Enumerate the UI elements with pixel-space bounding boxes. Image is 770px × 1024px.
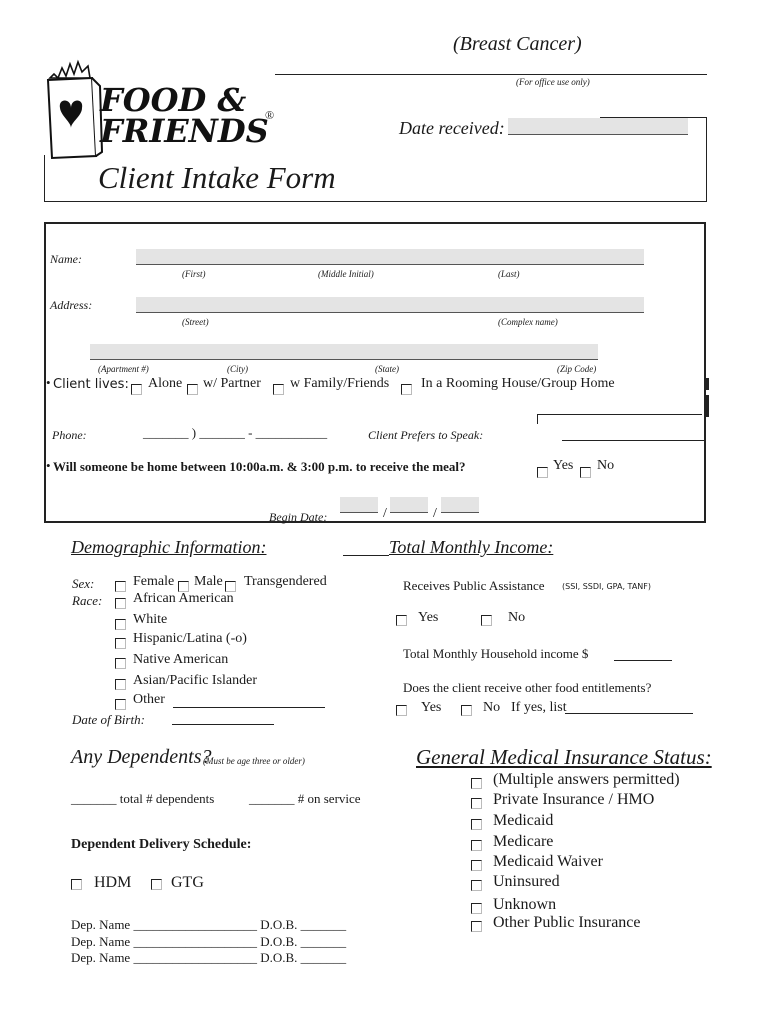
name-field[interactable]	[136, 249, 644, 265]
entitlements-yes-checkbox[interactable]	[396, 705, 407, 716]
header-frame-right	[706, 117, 707, 201]
gtg-checkbox[interactable]	[151, 879, 162, 890]
sex-female-checkbox[interactable]	[115, 581, 126, 592]
city-caption: (City)	[227, 364, 248, 374]
insurance-private-label: Private Insurance / HMO	[493, 791, 655, 808]
demographic-title: Demographic Information:	[71, 537, 267, 557]
dependent-row[interactable]: Dep. Name ___________________ D.O.B. _______	[71, 934, 347, 949]
speak-label: Client Prefers to Speak:	[368, 428, 484, 442]
sex-label: Sex:	[72, 576, 95, 591]
insurance-unknown-label: Unknown	[493, 896, 557, 913]
insurance-unknown-checkbox[interactable]	[471, 903, 482, 914]
insurance-other-public-label: Other Public Insurance	[493, 914, 641, 931]
household-income-field[interactable]	[614, 660, 672, 661]
race-white-label: White	[133, 612, 168, 627]
insurance-title: General Medical Insurance Status:	[416, 745, 712, 769]
schedule-title: Dependent Delivery Schedule:	[71, 837, 252, 852]
begin-day-field[interactable]	[390, 497, 428, 513]
bullet-icon-2: •	[46, 458, 51, 473]
total-dependents-field[interactable]: _______ total # dependents	[71, 791, 215, 806]
race-asian-pacific-checkbox[interactable]	[115, 679, 126, 690]
dependent-row[interactable]: Dep. Name ___________________ D.O.B. _______	[71, 950, 347, 965]
date-received-label: Date received:	[399, 118, 505, 138]
insurance-other-public-checkbox[interactable]	[471, 921, 482, 932]
entitlements-no-checkbox[interactable]	[461, 705, 472, 716]
race-other-label: Other	[133, 692, 165, 707]
assistance-types: (SSI, SSDI, GPA, TANF)	[562, 582, 651, 591]
address-label: Address:	[50, 298, 93, 312]
office-use-note: (For office use only)	[516, 77, 590, 87]
race-hispanic-label: Hispanic/Latina (-o)	[133, 631, 247, 646]
date-received-field[interactable]	[508, 118, 688, 135]
apartment-caption: (Apartment #)	[98, 364, 149, 374]
insurance-medicaid-label: Medicaid	[493, 812, 554, 829]
race-label: Race:	[72, 593, 103, 608]
form-subtitle: (Breast Cancer)	[453, 33, 582, 55]
on-service-field[interactable]: _______ # on service	[249, 791, 361, 806]
name-first-caption: (First)	[182, 269, 206, 279]
name-label: Name:	[50, 252, 82, 266]
sex-female-label: Female	[133, 574, 175, 589]
insurance-uninsured-checkbox[interactable]	[471, 880, 482, 891]
street-field[interactable]	[136, 297, 644, 313]
lives-partner-checkbox[interactable]	[187, 384, 198, 395]
office-use-rule	[275, 74, 707, 75]
lives-family-checkbox[interactable]	[273, 384, 284, 395]
insurance-multiple-label: (Multiple answers permitted)	[493, 771, 680, 788]
speak-field[interactable]	[562, 440, 705, 441]
entitlements-no-label: No	[483, 700, 501, 715]
dob-label: Date of Birth:	[72, 712, 145, 727]
lives-group-home-label: In a Rooming House/Group Home	[421, 376, 615, 391]
begin-date-label: Begin Date:	[269, 510, 328, 524]
race-african-american-label: African American	[133, 591, 234, 606]
date-slash-2: /	[433, 506, 437, 521]
insurance-medicare-checkbox[interactable]	[471, 840, 482, 851]
begin-year-field[interactable]	[441, 497, 479, 513]
speak-field-top	[537, 414, 702, 415]
dob-field[interactable]	[172, 724, 274, 725]
insurance-uninsured-label: Uninsured	[493, 873, 560, 890]
margin-mark-2	[706, 395, 709, 417]
home-yes-checkbox[interactable]	[537, 467, 548, 478]
client-lives-label: Client lives:	[53, 377, 129, 392]
assistance-label: Receives Public Assistance	[403, 578, 545, 593]
insurance-medicare-label: Medicare	[493, 833, 554, 850]
income-title-lead	[343, 555, 389, 556]
name-last-caption: (Last)	[498, 269, 520, 279]
street-caption: (Street)	[182, 317, 209, 327]
bullet-icon: •	[46, 375, 51, 390]
state-caption: (State)	[375, 364, 399, 374]
entitlements-question: Does the client receive other food entitlements?	[403, 680, 652, 695]
entitlements-if-yes-label: If yes, list	[511, 700, 567, 715]
insurance-medicaid-waiver-checkbox[interactable]	[471, 860, 482, 871]
city-state-zip-field[interactable]	[90, 344, 598, 360]
lives-family-label: w Family/Friends	[290, 376, 390, 391]
lives-alone-checkbox[interactable]	[131, 384, 142, 395]
speak-field-tick	[537, 414, 538, 424]
sex-transgendered-label: Transgendered	[244, 574, 327, 589]
zip-caption: (Zip Code)	[557, 364, 597, 374]
race-other-field[interactable]	[173, 707, 325, 708]
lives-partner-label: w/ Partner	[203, 376, 261, 391]
race-other-checkbox[interactable]	[115, 699, 126, 710]
household-income-label: Total Monthly Household income $	[403, 646, 589, 661]
race-white-checkbox[interactable]	[115, 619, 126, 630]
hdm-checkbox[interactable]	[71, 879, 82, 890]
phone-label: Phone:	[52, 428, 87, 442]
lives-group-home-checkbox[interactable]	[401, 384, 412, 395]
sex-male-label: Male	[194, 574, 223, 589]
home-question: Will someone be home between 10:00a.m. & 3:00 p.m. to receive the meal?	[53, 459, 466, 474]
margin-mark	[706, 378, 709, 390]
assistance-no-checkbox[interactable]	[481, 615, 492, 626]
insurance-multiple-checkbox[interactable]	[471, 778, 482, 789]
logo-food: FOOD &	[100, 81, 247, 119]
hdm-label: HDM	[94, 874, 132, 891]
phone-field[interactable]: _______ ) _______ - ___________	[143, 425, 328, 440]
complex-caption: (Complex name)	[498, 317, 558, 327]
insurance-medicaid-waiver-label: Medicaid Waiver	[493, 853, 603, 870]
race-native-american-label: Native American	[133, 652, 229, 667]
begin-month-field[interactable]	[340, 497, 378, 513]
form-title: Client Intake Form	[98, 160, 336, 195]
entitlements-yes-label: Yes	[421, 700, 442, 715]
assistance-yes-checkbox[interactable]	[396, 615, 407, 626]
registered-mark: ®	[265, 108, 275, 122]
date-slash-1: /	[383, 506, 387, 521]
race-african-american-checkbox[interactable]	[115, 598, 126, 609]
home-no-checkbox[interactable]	[580, 467, 591, 478]
insurance-private-checkbox[interactable]	[471, 798, 482, 809]
name-middle-caption: (Middle Initial)	[318, 269, 374, 279]
race-hispanic-checkbox[interactable]	[115, 638, 126, 649]
home-no-label: No	[597, 458, 615, 473]
dependents-age-note: (Must be age three or older)	[203, 756, 305, 766]
dependent-row[interactable]: Dep. Name ___________________ D.O.B. _______	[71, 917, 347, 932]
dependents-title: Any Dependents?	[71, 746, 212, 768]
income-title: Total Monthly Income:	[389, 537, 554, 557]
header-frame-left	[44, 155, 45, 202]
assistance-yes-label: Yes	[418, 610, 439, 625]
header-frame-bottom	[44, 201, 707, 202]
lives-alone-label: Alone	[148, 376, 183, 391]
logo-friends: FRIENDS	[100, 112, 269, 150]
insurance-medicaid-checkbox[interactable]	[471, 819, 482, 830]
gtg-label: GTG	[171, 874, 204, 891]
race-native-american-checkbox[interactable]	[115, 658, 126, 669]
assistance-no-label: No	[508, 610, 526, 625]
entitlements-list-field[interactable]	[565, 713, 693, 714]
home-yes-label: Yes	[553, 458, 574, 473]
grocery-bag-icon	[44, 56, 104, 160]
race-asian-pacific-label: Asian/Pacific Islander	[133, 673, 258, 688]
